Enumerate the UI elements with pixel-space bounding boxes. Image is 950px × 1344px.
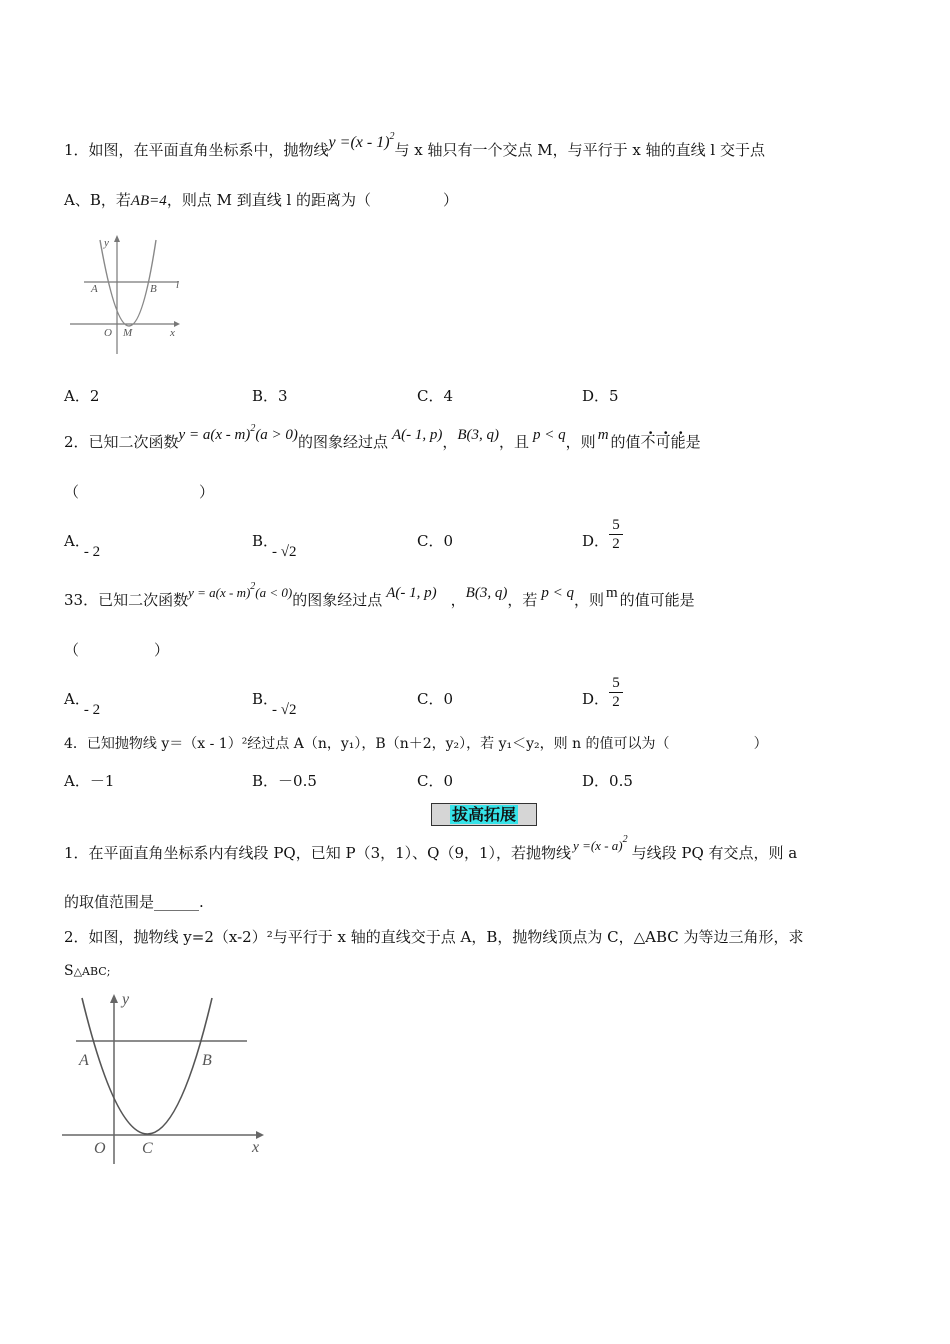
q4-option-d[interactable]: D．0.5	[582, 772, 633, 790]
e1-formula: y =(x - a)$^2$	[573, 834, 628, 853]
q2-text: 2．已知二次函数	[64, 433, 179, 451]
q2-mid: 的图象经过点	[297, 433, 388, 451]
q1-option-d[interactable]: D．5	[582, 387, 619, 405]
q2-line1: 2．已知二次函数y = a(x - m)$^2$(a > 0)的图象经过点 A(- 1, p)，B(3, q)，且 p < q，则 m 的值不可能是	[64, 423, 701, 451]
q1-option-b[interactable]: B．3	[252, 387, 288, 405]
q1-label-b: B	[150, 283, 157, 295]
e2-label-a: A	[79, 1052, 89, 1069]
section-title: 拔高拓展	[431, 803, 537, 826]
q1-line2-post: ，则点 M 到直线 l 的距离为（	[166, 191, 372, 209]
e1-text: 1．在平面直角坐标系内有线段 PQ，已知 P（3，1）、Q（9，1），若抛物线	[64, 844, 572, 862]
q1-ab: AB=4	[130, 193, 167, 209]
e2-line2: S△ABC;	[64, 963, 111, 979]
q1-line1	[64, 131, 765, 163]
q3-point-b: B(3, q)	[465, 585, 508, 601]
q4-option-a[interactable]: A．－1	[64, 772, 115, 790]
q2-var-m: m	[597, 427, 609, 443]
q2-option-a[interactable]: A．- 2	[64, 532, 101, 560]
q2-paren: （ ）	[64, 483, 215, 501]
q1-option-c[interactable]: C．4	[417, 387, 454, 405]
q3-option-d[interactable]: D．	[582, 690, 610, 708]
q3-var-m: m	[605, 585, 618, 601]
q3-option-c[interactable]: C．0	[417, 690, 454, 708]
q4-option-b[interactable]: B．－0.5	[252, 772, 317, 790]
q1-label-m: M	[123, 327, 133, 339]
e1-line2: 的取值范围是______.	[64, 893, 204, 911]
q3-text: 33．已知二次函数	[64, 591, 189, 609]
e1-post: 与线段 PQ 有交点，则 a	[631, 844, 798, 862]
e2-label-b: B	[202, 1052, 212, 1069]
q1-formula: y =(x - 1)$^2$	[328, 131, 395, 151]
q2-formula: y = a(x - m)$^2$(a > 0)	[178, 423, 298, 443]
q3-ineq: p < q	[541, 585, 574, 601]
e2-label-o: O	[94, 1140, 106, 1157]
q2-option-d[interactable]: D．	[582, 532, 610, 550]
q1-close: ）	[443, 191, 459, 209]
q3-mid: 的图象经过点	[292, 591, 383, 609]
q1-label-o: O	[104, 327, 112, 339]
q2-option-b[interactable]: B．- √2	[252, 532, 297, 560]
q1-label-x: x	[170, 327, 175, 339]
q3-option-b[interactable]: B．- √2	[252, 690, 297, 718]
q2-option-c[interactable]: C．0	[417, 532, 454, 550]
q3-formula: y = a(x - m)$^2$(a < 0)	[188, 581, 293, 600]
q3-option-a[interactable]: A．- 2	[64, 690, 101, 718]
q2-option-d-fraction: 5 2	[609, 516, 623, 553]
q3-point-a: A(- 1, p)	[386, 585, 437, 601]
q1-option-a[interactable]: A．2	[64, 387, 100, 405]
e2-label-x: x	[252, 1139, 260, 1156]
q2-point-a: A(- 1, p)	[391, 427, 443, 443]
q1-text-post: 与 x 轴只有一个交点 M，与平行于 x 轴的直线 l 交于点	[394, 141, 765, 159]
e2-graph	[62, 988, 272, 1168]
q1-label-l: l	[176, 279, 180, 291]
q3-paren: （ ）	[64, 641, 170, 659]
q3-line1: 33．已知二次函数y = a(x - m)$^2$(a < 0)的图象经过点 A(- 1, p) ，B(3, q)，若 p < q，则 m 的值可能是	[64, 581, 695, 609]
e2-label-y: y	[122, 991, 130, 1008]
q1-graph	[64, 232, 194, 358]
q3-option-d-fraction: 5 2	[609, 674, 623, 711]
e2-label-c: C	[142, 1140, 153, 1157]
q4-option-c[interactable]: C．0	[417, 772, 454, 790]
q4-line1: 4．已知抛物线 y＝（x - 1）²经过点 A（n，y₁），B（n＋2，y₂），若 y₁＜y₂，则 n 的值可以为（ ）	[64, 736, 768, 752]
q1-label-y: y	[104, 237, 109, 249]
q1-line2	[64, 190, 458, 211]
q1-line2-text: A、B，若	[64, 191, 131, 209]
q1-label-a: A	[91, 283, 98, 295]
q4-text: 4．已知抛物线 y＝（x - 1）²经过点 A（n，y₁），B（n＋2，y₂），若 y₁＜y₂，则 n 的值可以为（	[64, 736, 670, 752]
e2-line1: 2．如图，抛物线 y=2（x-2）²与平行于 x 轴的直线交于点 A，B，抛物线顶点为 C，△ABC 为等边三角形，求	[64, 928, 804, 946]
q2-ineq: p < q	[533, 427, 566, 443]
q1-text: 1．如图，在平面直角坐标系中，抛物线	[64, 141, 329, 159]
q2-point-b: B(3, q)	[457, 427, 500, 443]
e1-line1	[64, 834, 798, 866]
